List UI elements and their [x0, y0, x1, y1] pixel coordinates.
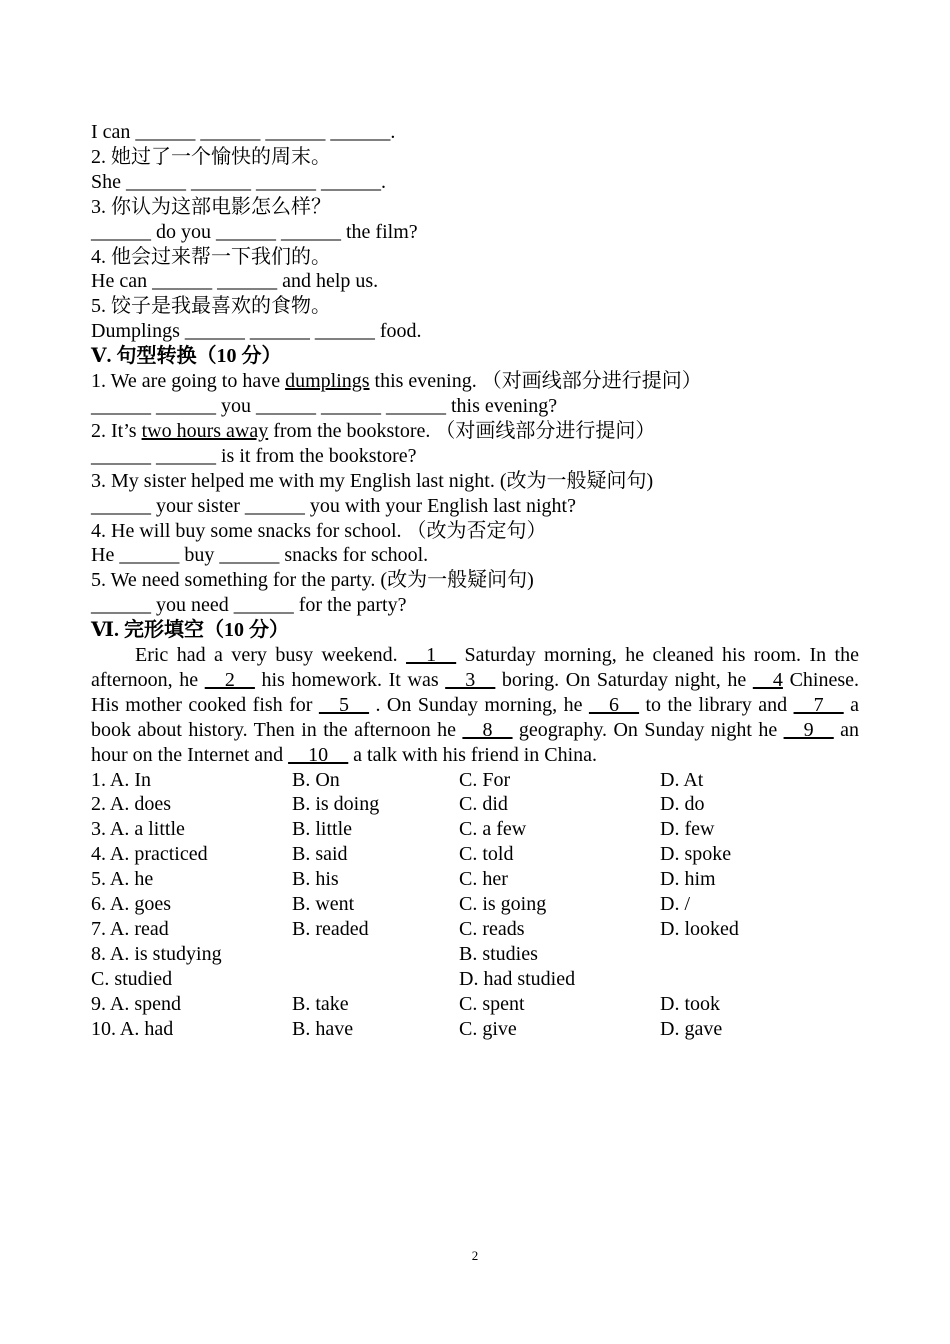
question-text: from the bookstore. （对画线部分进行提问） — [268, 419, 656, 442]
option: B. On — [292, 768, 340, 791]
option: C. For — [459, 768, 511, 791]
passage-text: boring. On Saturday night, he — [495, 668, 753, 691]
blank-7: __7__ — [793, 693, 844, 716]
blank-1: __1__ — [406, 644, 457, 667]
option: 7. A. read — [91, 918, 169, 940]
question-5: 5. We need something for the party. (改为一般疑问句) — [91, 569, 534, 592]
translation-line: 5. 饺子是我最喜欢的食物。 — [91, 295, 331, 318]
passage-text: an hour on the Internet and — [91, 718, 859, 766]
option: C. did — [459, 793, 508, 816]
passage-text: . On Sunday morning, he — [368, 693, 589, 716]
option: D. gave — [660, 1017, 723, 1040]
blank-8: __8__ — [462, 718, 513, 741]
question-1 — [91, 369, 859, 394]
option-row — [91, 967, 859, 992]
blank-5: __5__ — [318, 693, 369, 716]
option: D. had studied — [459, 967, 576, 990]
answer-line-4: He ______ buy ______ snacks for school. — [91, 544, 429, 567]
blank-2: __2__ — [204, 668, 255, 691]
answer-line-1: ______ ______ you ______ ______ ______ this evening? — [91, 394, 558, 417]
option: 1. A. In — [91, 768, 151, 791]
translation-line: She ______ ______ ______ ______. — [91, 170, 386, 193]
option: C. studied — [91, 967, 173, 990]
answer-line-5: ______ you need ______ for the party? — [91, 594, 407, 617]
page-number: 2 — [471, 1248, 479, 1263]
option: D. few — [660, 818, 715, 841]
cloze-section — [91, 618, 859, 1041]
option: C. a few — [459, 818, 527, 841]
option-row — [91, 992, 859, 1017]
option: B. his — [292, 868, 339, 891]
option: C. is going — [459, 893, 547, 916]
translation-line: 3. 你认为这部电影怎么样？ — [91, 195, 331, 218]
option: 5. A. he — [91, 868, 154, 891]
worksheet-page — [91, 120, 859, 1042]
sentence-transformation-section — [91, 344, 859, 618]
option-row — [91, 867, 859, 892]
cloze-options — [91, 768, 859, 1042]
translation-line: Dumplings ______ ______ ______ food. — [91, 320, 422, 343]
option: B. readed — [292, 918, 369, 940]
passage-text: geography. On Sunday night he — [512, 718, 784, 741]
question-3: 3. My sister helped me with my English last night. (改为一般疑问句) — [91, 469, 654, 492]
option: B. studies — [459, 942, 538, 965]
question-text: 1. We are going to have — [91, 370, 286, 393]
option-row — [91, 942, 859, 967]
passage-text: his homework. It was — [254, 668, 446, 691]
translation-line: 4. 他会过来帮一下我们的。 — [91, 245, 331, 268]
underlined-phrase: two hours away — [141, 419, 269, 442]
passage-text: Saturday morning, he cleaned his room. In the afternoon, he — [91, 644, 859, 691]
option: 8. A. is studying — [91, 942, 222, 965]
option: D. took — [660, 992, 720, 1015]
option: B. said — [292, 843, 348, 866]
question-text: this evening. （对画线部分进行提问） — [369, 370, 702, 393]
option: B. take — [292, 992, 349, 1015]
option: B. little — [292, 818, 352, 841]
option: 2. A. does — [91, 793, 171, 816]
answer-line-3: ______ your sister ______ you with your English last night? — [91, 494, 576, 517]
option-row — [91, 817, 859, 842]
option-row — [91, 1017, 859, 1042]
translation-line: I can ______ ______ ______ ______. — [91, 121, 396, 143]
option-row — [91, 842, 859, 867]
blank-9: __9__ — [783, 718, 834, 741]
passage-text: to the library and — [638, 693, 794, 716]
option: C. spent — [459, 992, 525, 1015]
option: C. her — [459, 868, 508, 891]
option: D. him — [660, 868, 716, 891]
translation-line: 2. 她过了一个愉快的周末。 — [91, 145, 331, 168]
underlined-phrase: dumplings — [285, 370, 370, 393]
option: B. is doing — [292, 793, 380, 816]
question-4: 4. He will buy some snacks for school. （改为否定句） — [91, 519, 547, 542]
option: D. At — [660, 768, 704, 791]
passage-text: a book about history. Then in the afternoon he — [91, 693, 859, 741]
answer-line-2: ______ ______ is it from the bookstore? — [91, 444, 417, 467]
option: D. spoke — [660, 843, 732, 866]
translation-line: ______ do you ______ ______ the film? — [91, 220, 418, 243]
option-row — [91, 892, 859, 917]
passage-text: a talk with his friend in China. — [348, 743, 598, 766]
option-row — [91, 792, 859, 817]
passage-text: Eric had a very busy weekend. — [135, 644, 407, 667]
option: 3. A. a little — [91, 818, 185, 841]
blank-4: __4 — [752, 668, 783, 691]
question-2 — [91, 419, 859, 444]
option: D. / — [660, 893, 690, 916]
translation-line: He can ______ ______ and help us. — [91, 270, 379, 293]
option: 6. A. goes — [91, 893, 171, 916]
blank-6: __6__ — [588, 693, 639, 716]
option: 9. A. spend — [91, 992, 181, 1015]
section-heading: Ⅵ. 完形填空（10 分） — [91, 619, 289, 642]
option: C. give — [459, 1017, 517, 1040]
option: C. reads — [459, 918, 525, 940]
option: D. looked — [660, 918, 739, 940]
cloze-passage — [91, 643, 859, 768]
option-row — [91, 917, 859, 942]
section-heading: Ⅴ. 句型转换（10 分） — [91, 345, 282, 368]
option: B. went — [292, 893, 355, 916]
option: 4. A. practiced — [91, 843, 208, 866]
option: 10. A. had — [91, 1017, 174, 1040]
question-text: 2. It’s — [91, 419, 142, 442]
option: B. have — [292, 1017, 354, 1040]
blank-3: __3__ — [445, 668, 496, 691]
translation-section-tail — [91, 120, 859, 344]
passage-text: Chinese. His mother cooked fish for — [91, 668, 860, 716]
blank-10: __10__ — [288, 743, 349, 766]
option: C. told — [459, 843, 514, 866]
option-row — [91, 768, 859, 793]
option: D. do — [660, 793, 705, 816]
